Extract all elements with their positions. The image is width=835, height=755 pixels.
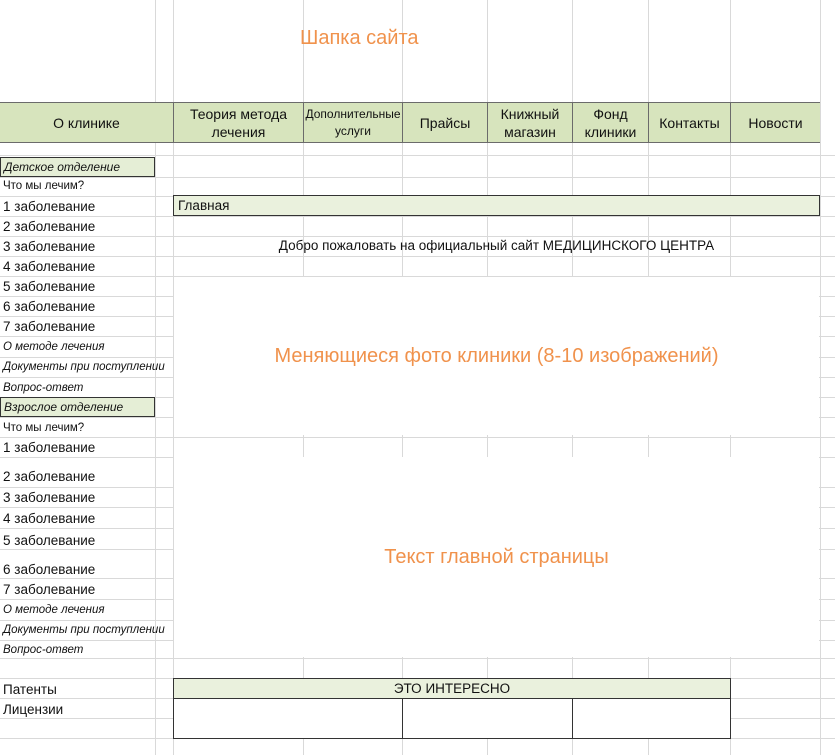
sidebar-item-disease[interactable]: 2 заболевание — [3, 219, 96, 234]
grid-line — [0, 658, 835, 659]
site-header-title: Шапка сайта — [300, 27, 419, 49]
sidebar-item-licenses[interactable]: Лицензии — [3, 702, 64, 717]
sidebar-item-disease[interactable]: 3 заболевание — [3, 239, 96, 254]
grid-line — [0, 256, 835, 257]
welcome-text: Добро пожаловать на официальный сайт МЕДИЦИНСКОГО ЦЕНТРА — [278, 238, 715, 253]
nav-item-prices[interactable]: Прайсы — [403, 103, 488, 142]
sidebar-item-disease[interactable]: 1 заболевание — [3, 440, 96, 455]
main-nav — [0, 102, 820, 143]
sidebar-item-patents[interactable]: Патенты — [3, 682, 57, 697]
grid-line — [0, 216, 835, 217]
sidebar-item-faq[interactable]: Вопрос-ответ — [3, 382, 84, 394]
sidebar-item-disease[interactable]: 5 заболевание — [3, 279, 96, 294]
nav-item-news[interactable]: Новости — [748, 114, 803, 131]
sidebar-item-faq[interactable]: Вопрос-ответ — [3, 644, 84, 656]
sidebar-item-disease[interactable]: 1 заболевание — [3, 199, 96, 214]
sidebar-item-what-we-treat[interactable]: Что мы лечим? — [3, 422, 85, 434]
nav-item-additional-services[interactable]: Дополнительные услуги — [304, 103, 403, 142]
sidebar-item-disease[interactable]: 4 заболевание — [3, 511, 96, 526]
photo-carousel-placeholder[interactable]: Меняющиеся фото клиники (8-10 изображений) — [174, 277, 819, 435]
sidebar-item-disease[interactable]: 6 заболевание — [3, 562, 96, 577]
interesting-card[interactable] — [572, 698, 731, 739]
sidebar-item-disease[interactable]: 3 заболевание — [3, 490, 96, 505]
sidebar-item-disease[interactable]: 7 заболевание — [3, 319, 96, 334]
sidebar-item-disease[interactable]: 5 заболевание — [3, 533, 96, 548]
sidebar-item-documents[interactable]: Документы при поступлении — [3, 624, 165, 636]
grid-line — [0, 177, 835, 178]
nav-item-contacts[interactable]: Контакты — [649, 103, 731, 142]
interesting-section-title: ЭТО ИНТЕРЕСНО — [173, 678, 731, 699]
nav-item-theory[interactable]: Теория метода лечения — [174, 103, 304, 142]
nav-item-about[interactable]: О клинике — [0, 103, 174, 142]
grid-line — [0, 155, 835, 156]
sidebar-item-disease[interactable]: 6 заболевание — [3, 299, 96, 314]
sidebar-item-disease[interactable]: 2 заболевание — [3, 469, 96, 484]
sidebar-item-disease[interactable]: 4 заболевание — [3, 259, 96, 274]
sidebar-section-adult[interactable]: Взрослое отделение — [0, 397, 155, 417]
sidebar-section-children[interactable]: Детское отделение — [0, 157, 155, 177]
nav-item-bookstore[interactable]: Книжный магазин — [488, 103, 573, 142]
grid-line — [0, 437, 835, 438]
main-text-placeholder: Текст главной страницы — [174, 457, 819, 657]
sidebar-item-about-method[interactable]: О методе лечения — [3, 604, 105, 616]
interesting-card[interactable] — [402, 698, 573, 739]
sidebar-item-documents[interactable]: Документы при поступлении — [3, 361, 165, 373]
interesting-card[interactable] — [173, 698, 403, 739]
sidebar-item-what-we-treat[interactable]: Что мы лечим? — [3, 180, 85, 192]
nav-item-fund[interactable]: Фонд клиники — [573, 103, 649, 142]
page-label-home: Главная — [173, 195, 820, 216]
sidebar-item-disease[interactable]: 7 заболевание — [3, 582, 96, 597]
sidebar-item-about-method[interactable]: О методе лечения — [3, 341, 105, 353]
